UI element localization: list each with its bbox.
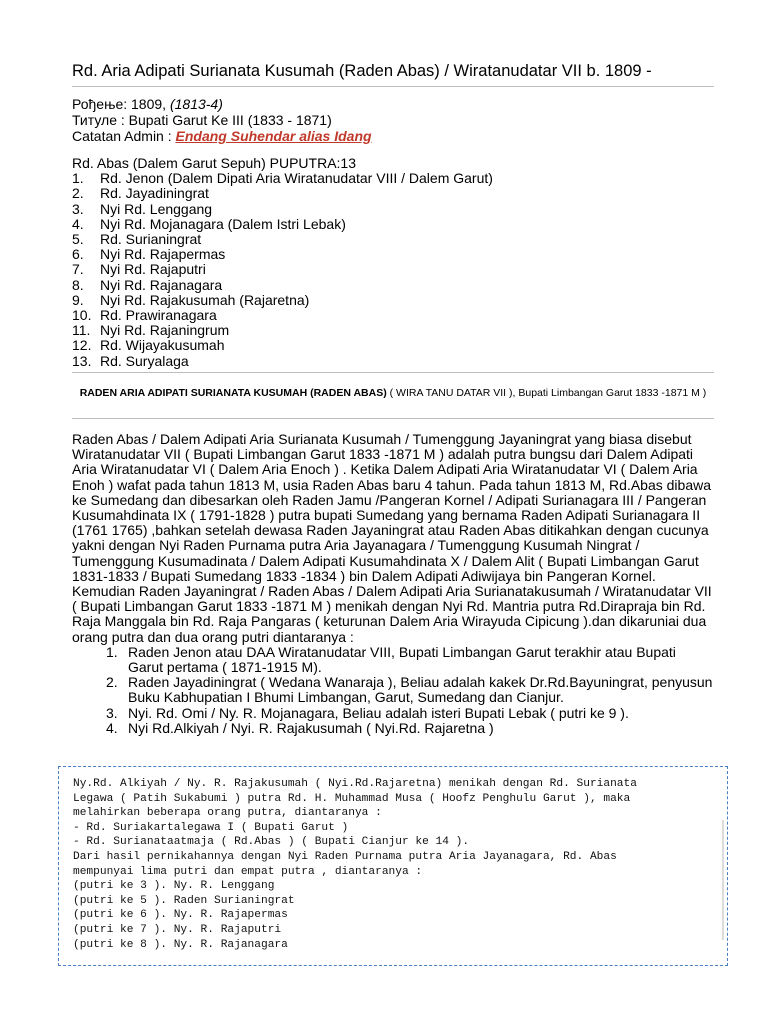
note-line: - Rd. Surianataatmaja ( Rd.Abas ) ( Bupati Cianjur ke 14 ). (73, 836, 470, 849)
biography-text (72, 432, 714, 736)
note-line: (putri ke 8 ). Ny. R. Rajanagara (73, 938, 288, 951)
section-divider-bottom (72, 418, 714, 419)
offspring-item (106, 704, 714, 721)
offspring-number: 2. (106, 674, 118, 691)
children-items (72, 171, 493, 369)
offspring-item (106, 719, 714, 736)
scan-edge-mark (722, 820, 724, 940)
section-divider-top (72, 372, 714, 373)
child-item (72, 186, 493, 201)
offspring-number: 1. (106, 643, 118, 660)
child-item (72, 202, 493, 217)
child-number: 2. (72, 185, 84, 202)
admin-link[interactable]: Endang Suhendar alias Idang (175, 128, 372, 144)
birth-line (72, 96, 372, 112)
titles-line: Титуле : Bupati Garut Ke III (1833 - 1871) (72, 112, 332, 128)
title-divider (72, 86, 714, 87)
note-line: Ny.Rd. Alkiyah / Ny. R. Rajakusumah ( Nyi.Rd.Rajaretna) menikah dengan Rd. Surianata (73, 778, 637, 790)
birth-label: Рођење: 1809, (72, 96, 170, 112)
child-name: Nyi Rd. Rajaningrum (100, 322, 230, 339)
offspring-text: Raden Jayadiningrat ( Wedana Wanaraja ), Beliau adalah kakek Dr.Rd.Bayuningrat, penyusun Buku Kabhupatian I Bhumi Limbangan, Garut, Sumedang dan Cianjur. (128, 674, 713, 706)
note-line: (putri ke 3 ). Ny. R. Lenggang (73, 880, 275, 893)
note-box-text (73, 777, 637, 952)
meta-block (72, 96, 372, 144)
child-item (72, 293, 493, 308)
child-item (72, 338, 493, 353)
child-name: Rd. Prawiranagara (100, 307, 217, 324)
admin-line (72, 128, 372, 144)
child-item (72, 278, 493, 293)
child-number: 9. (72, 291, 84, 308)
offspring-item (106, 643, 714, 676)
offspring-item (106, 674, 714, 706)
child-number: 5. (72, 231, 84, 248)
child-name: Nyi Rd. Rajakusumah (Rajaretna) (100, 291, 310, 308)
child-item (72, 354, 493, 369)
child-name: Nyi Rd. Lenggang (100, 200, 213, 217)
note-line: mempunyai lima putri dan empat putra , diantaranya : (73, 865, 423, 878)
child-name: Rd. Suryalaga (100, 352, 189, 369)
child-name: Rd. Jayadiningrat (100, 185, 209, 202)
child-item (72, 247, 493, 262)
section-caption (72, 387, 714, 400)
offspring-text: Raden Jenon atau DAA Wiratanudatar VIII, Bupati Limbangan Garut terakhir atau Bupati Garut pertama ( 1871-1915 M). (128, 643, 676, 676)
child-number: 6. (72, 246, 84, 263)
offspring-list (72, 645, 714, 736)
caption-bold: RADEN ARIA ADIPATI SURIANATA KUSUMAH (RADEN ABAS) (79, 387, 387, 399)
child-number: 8. (72, 276, 84, 293)
child-item (72, 217, 493, 232)
child-item (72, 232, 493, 247)
child-number: 1. (72, 170, 84, 187)
child-item (72, 262, 493, 277)
child-number: 3. (72, 200, 84, 217)
caption-rest: ( WIRA TANU DATAR VII ), Bupati Limbangan Garut 1833 -1871 M ) (386, 387, 707, 399)
offspring-text: Nyi Rd.Alkiyah / Nyi. R. Rajakusumah ( Nyi.Rd. Rajaretna ) (128, 719, 494, 736)
child-number: 10. (72, 307, 92, 324)
child-number: 12. (72, 337, 92, 354)
child-name: Nyi Rd. Rajaputri (100, 261, 206, 278)
child-name: Rd. Jenon (Dalem Dipati Aria Wiratanudatar VIII / Dalem Garut) (100, 170, 493, 187)
offspring-number: 4. (106, 719, 118, 736)
note-line: (putri ke 6 ). Ny. R. Rajapermas (73, 909, 288, 922)
child-name: Rd. Wijayakusumah (100, 337, 225, 354)
child-name: Nyi Rd. Rajapermas (100, 246, 226, 263)
note-line: - Rd. Suriakartalegawa I ( Bupati Garut ) (73, 821, 349, 834)
birth-extra: (1813-4) (169, 96, 223, 112)
child-item (72, 308, 493, 323)
children-list (72, 156, 493, 369)
offspring-number: 3. (106, 704, 118, 721)
child-number: 11. (72, 322, 91, 339)
admin-label: Catatan Admin : (72, 128, 176, 144)
offspring-text: Nyi. Rd. Omi / Ny. R. Mojanagara, Beliau adalah isteri Bupati Lebak ( putri ke 9 ). (128, 704, 629, 721)
note-line: (putri ke 7 ). Ny. R. Rajaputri (73, 923, 282, 936)
biography-paragraph: Raden Abas / Dalem Adipati Aria Surianata Kusumah / Tumenggung Jayaningrat yang biasa disebut Wiratanudatar VII ( Bupati Limbangan Garut 1833 -1871 M ) adalah putra bungsu dari Dalem Adipati Aria Wiratanudatar VI ( Dalem Aria Enoch ) . Ketika Dalem Adipati Aria Wiratanudatar VI ( Dalem Aria Enoh ) wafat pada tahun 1813 M, usia Raden Abas baru 4 tahun. Pada tahun 1813 M, Rd.Abas dibawa ke Sumedang dan dibesarkan oleh Raden Jamu /Pangeran Kornel / Adipati Surianagara III / Pangeran Kusumahdinata IX ( 1791-1828 ) putra bupati Sumedang yang bernama Raden Adipati Surianagara II (1761 1765) ,bahkan setelah dewasa Raden Jayaningrat atau Raden Abas ditikahkan dengan cucunya yakni dengan Nyi Raden Purnama putra Aria Jayanagara / Tumenggung Kusumah Ningrat / Tumenggung Kusumadinata / Dalem Adipati Kusumahdinata X / Dalem Alit ( Bupati Limbangan Garut 1831-1833 / Bupati Sumedang 1833 -1834 ) bin Dalem Adipati Adiwijaya bin Pangeran Kornel. Kemudian Raden Jayaningrat / Raden Abas / Dalem Adipati Aria Surianatakusumah / Wiratanudatar VII ( Bupati Limbangan Garut 1833 -1871 M ) menikah dengan Nyi Rd. Mantria putra Rd.Dirapraja bin Rd. Raja Manggala bin Rd. Raja Pangaras ( keturunan Dalem Aria Wirayuda Cipicung ).dan dikaruniai dua orang putra dan dua orang putri diantaranya : (72, 431, 712, 645)
note-line: Legawa ( Patih Sukabumi ) putra Rd. H. Muhammad Musa ( Hoofz Penghulu Garut ), maka (73, 792, 631, 805)
child-name: Nyi Rd. Rajanagara (100, 276, 223, 293)
child-number: 13. (72, 352, 92, 369)
page-title: Rd. Aria Adipati Surianata Kusumah (Raden Abas) / Wiratanudatar VII b. 1809 - (72, 62, 652, 80)
children-heading: Rd. Abas (Dalem Garut Sepuh) PUPUTRA:13 (72, 155, 357, 171)
child-number: 4. (72, 215, 84, 232)
child-item (72, 323, 493, 338)
child-name: Nyi Rd. Mojanagara (Dalem Istri Lebak) (100, 215, 346, 232)
note-line: Dari hasil pernikahannya dengan Nyi Raden Purnama putra Aria Jayanagara, Rd. Abas (73, 850, 617, 863)
note-line: (putri ke 5 ). Raden Surianingrat (73, 894, 295, 907)
child-item (72, 171, 493, 186)
note-line: melahirkan beberapa orang putra, diantaranya : (73, 807, 382, 820)
child-number: 7. (72, 261, 84, 278)
child-name: Rd. Surianingrat (100, 231, 202, 248)
